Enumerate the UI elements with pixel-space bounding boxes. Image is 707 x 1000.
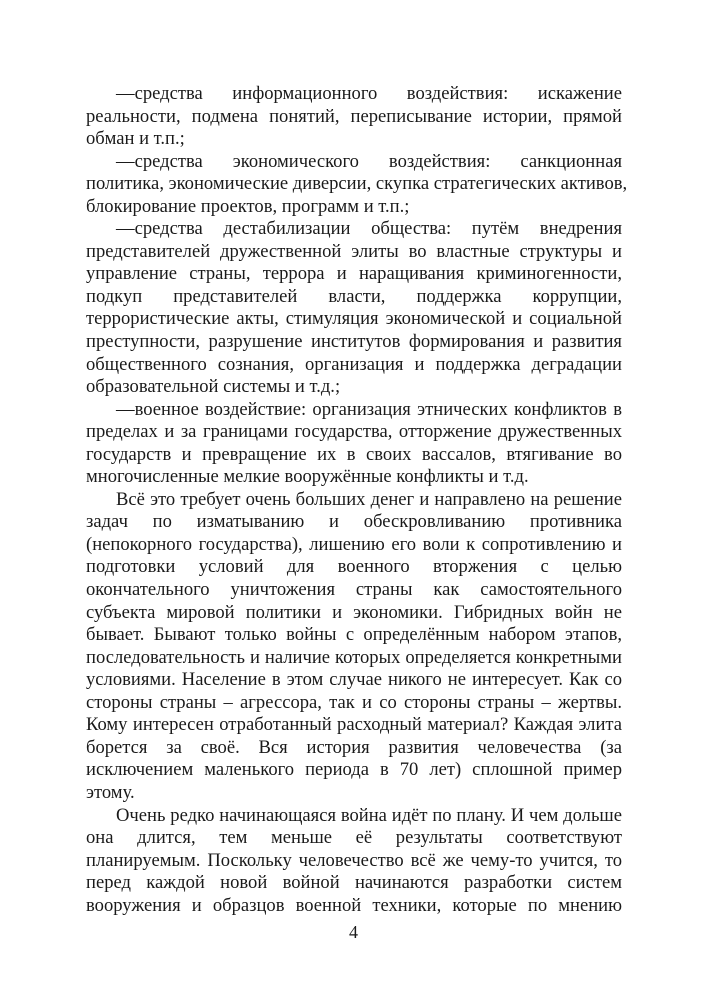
text-line: Очень редко начинающаяся война идёт по плану. И чем дольше	[116, 804, 622, 826]
paragraph	[86, 218, 622, 398]
text-line: вооружения и образцов военной техники, которые по мнению	[86, 894, 622, 916]
text-line: представителей дружественной элиты во властные структуры и	[86, 240, 622, 262]
text-line: окончательного уничтожения страны как самостоятельного	[86, 579, 622, 601]
text-line: задач по изматыванию и обескровливанию противника	[86, 511, 622, 533]
text-line: субъекта мировой политики и экономики. Гибридных войн не	[86, 601, 622, 623]
text-line: она длится, тем меньше её результаты соответствуют	[86, 827, 622, 849]
text-line: последовательность и наличие которых определяется конкретными	[86, 646, 622, 668]
text-line: планируемым. Поскольку человечество всё же чему-то учится, то	[86, 849, 622, 871]
text-line: исключением маленького периода в 70 лет) сплошной пример	[86, 759, 622, 781]
text-line: государств и превращение их в своих вассалов, втягивание во	[86, 443, 622, 465]
text-line: образовательной системы и т.д.;	[86, 376, 341, 398]
text-line: бывает. Бывают только войны с определённым набором этапов,	[86, 624, 622, 646]
text-line: преступности, разрушение институтов формирования и развития	[86, 331, 622, 353]
text-line: общественного сознания, организация и поддержка деградации	[86, 353, 622, 375]
text-line: многочисленные мелкие вооружённые конфликты и т.д.	[86, 466, 529, 488]
text-line: террористические акты, стимуляция экономической и социальной	[86, 308, 622, 330]
text-line: Кому интересен отработанный расходный материал? Каждая элита	[86, 714, 622, 736]
paragraph	[86, 399, 622, 489]
text-line: (непокорного государства), лишению его воли к сопротивлению и	[86, 533, 622, 555]
text-line: подкуп представителей власти, поддержка коррупции,	[86, 285, 622, 307]
paragraph	[86, 83, 622, 151]
text-line: управление страны, террора и наращивания криминогенности,	[86, 263, 622, 285]
paragraph	[86, 150, 628, 219]
text-line: перед каждой новой войной начинаются разработки систем	[86, 872, 622, 894]
text-line: пределах и за границами государства, отторжение дружественных	[86, 421, 622, 443]
text-line: —средства экономического воздействия: санкционная	[116, 150, 622, 172]
text-line: политика, экономические диверсии, скупка стратегических активов,	[86, 173, 628, 195]
text-line: Всё это требует очень больших денег и направлено на решение	[116, 488, 622, 510]
page-number: 4	[349, 922, 358, 942]
text-line: условиями. Население в этом случае никого не интересует. Как со	[86, 669, 622, 691]
text-line: —военное воздействие: организация этнических конфликтов в	[116, 398, 622, 420]
text-line: обман и т.п.;	[86, 128, 185, 150]
text-line: этому.	[86, 781, 135, 803]
text-line: —средства дестабилизации общества: путём внедрения	[116, 218, 622, 240]
text-line: реальности, подмена понятий, переписывание истории, прямой	[86, 105, 622, 127]
text-line: блокирование проектов, программ и т.п.;	[86, 195, 410, 217]
text-line: —средства информационного воздействия: искажение	[116, 83, 622, 104]
text-line: подготовки условий для военного вторжения с целью	[86, 556, 622, 578]
text-line: стороны страны – агрессора, так и со стороны страны – жертвы.	[86, 691, 622, 713]
paragraph	[86, 489, 622, 805]
paragraph	[86, 805, 622, 918]
text-line: борется за своё. Вся история развития человечества (за	[86, 736, 622, 758]
page-body-text	[86, 83, 628, 917]
